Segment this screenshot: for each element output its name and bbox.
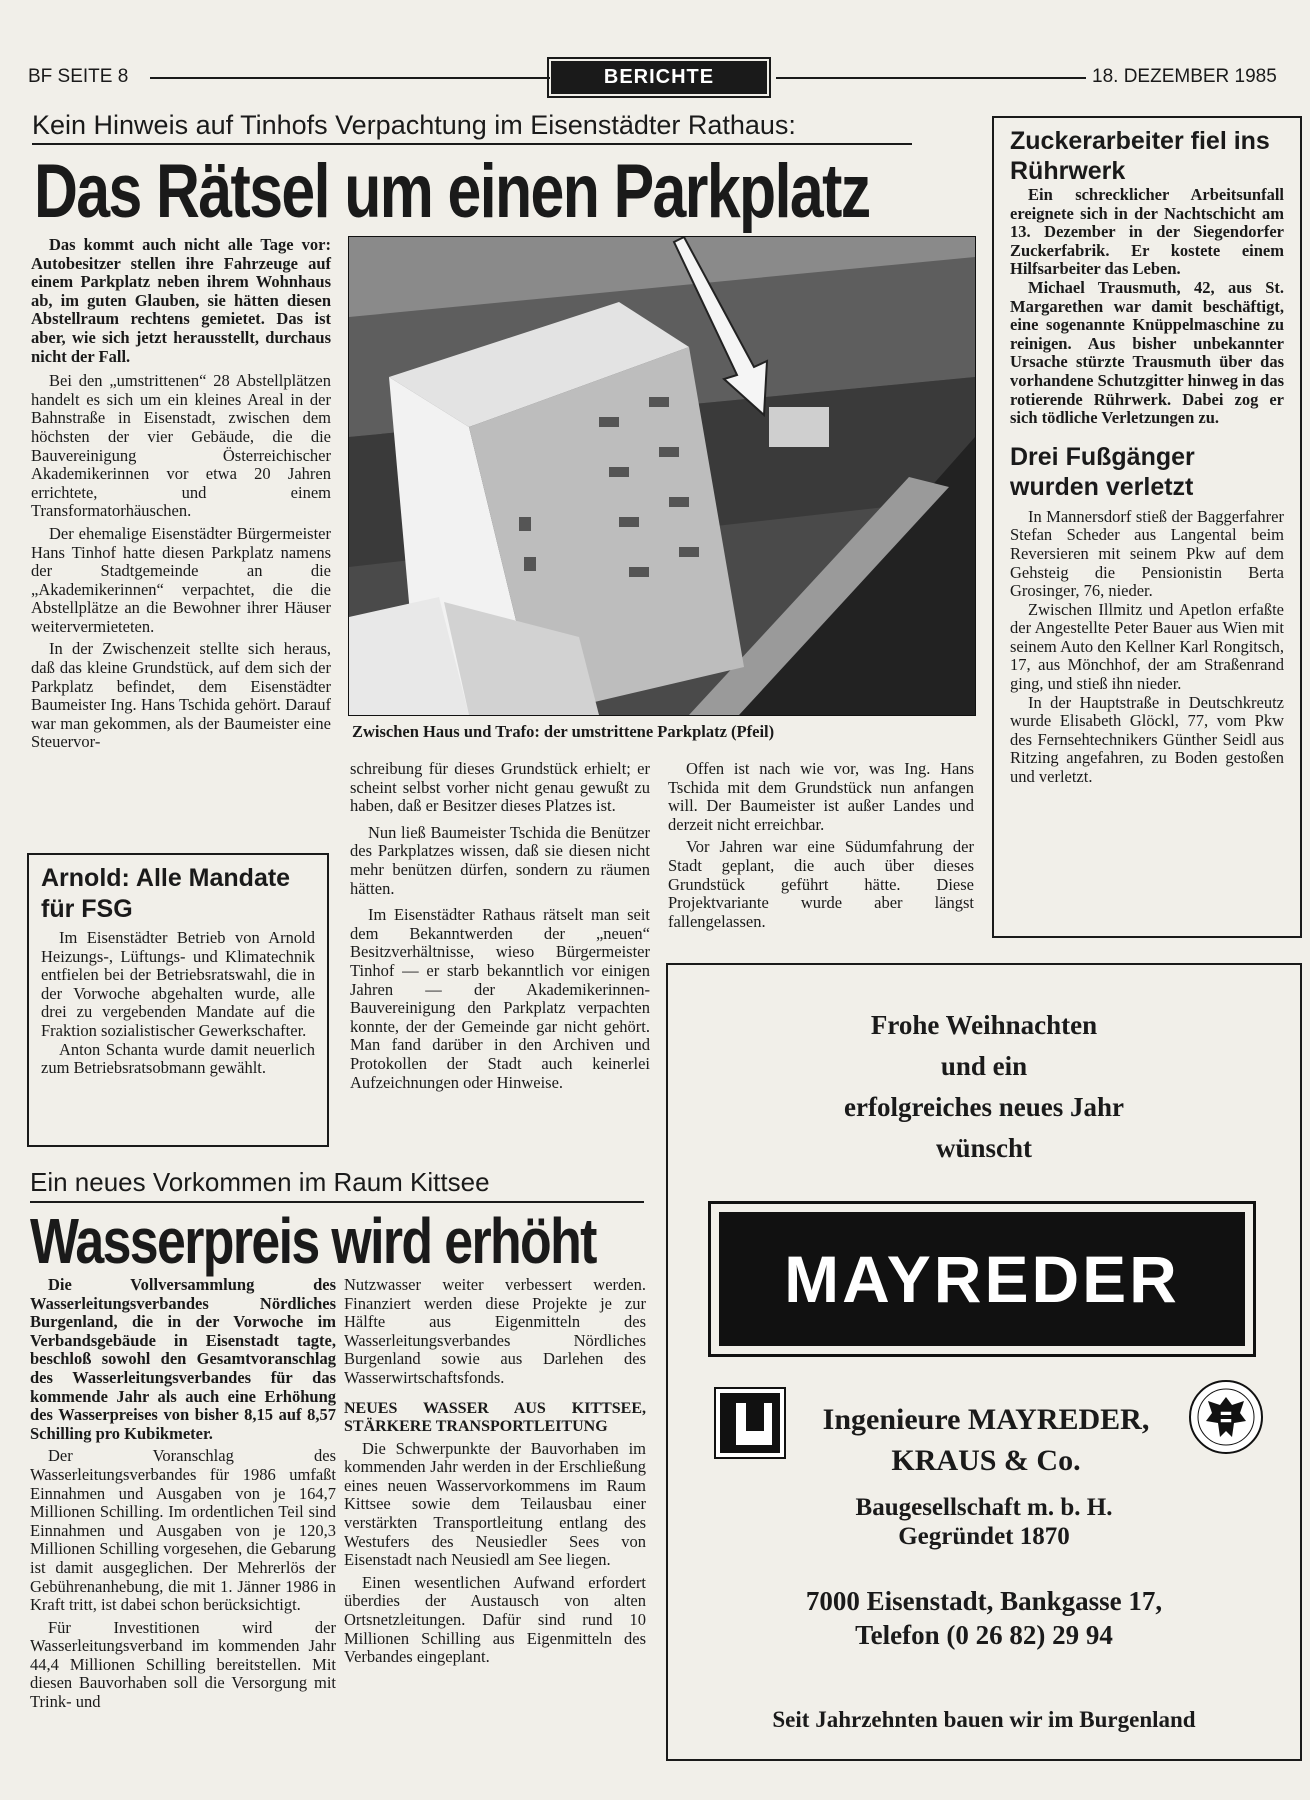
article1-col2 — [350, 760, 650, 1092]
arnold-paragraph: Im Eisenstädter Betrieb von Arnold Heizungs-, Lüftungs- und Klimatechnik entfielen bei der Betriebsratswahl, die in der Vorwoche abgehalten wurde, alle drei zu vergebenden Mandate auf die Fraktion sozialistischer Gewerkschafter. — [41, 928, 315, 1040]
article1-paragraph: Vor Jahren war eine Südumfahrung der Stadt geplant, die auch über dieses Grundstück geführt hätte. Diese Projektvariante wurde aber längst fallengelassen. — [668, 837, 974, 931]
article2-paragraph: Einen wesentlichen Aufwand erfordert überdies der Austausch von alten Ortsnetzleitungen. Dafür sind rund 10 Millionen Schilling aus Eigenmitteln des Verbandes eingeplant. — [344, 1572, 646, 1667]
photo-caption: Zwischen Haus und Trafo: der umstrittene Parkplatz (Pfeil) — [352, 722, 775, 741]
page-label: BF SEITE 8 — [28, 66, 129, 87]
brief-headline: Zuckerarbeiter fiel ins Rührwerk — [1010, 127, 1270, 185]
news-brief-box — [992, 116, 1302, 938]
section-label: BERICHTE — [603, 66, 715, 88]
article2-col1 — [30, 1276, 336, 1712]
masthead-rule-right — [776, 77, 1086, 79]
ad-phone: Telefon (0 26 82) 29 94 — [855, 1620, 1113, 1650]
arnold-paragraph: Anton Schanta wurde damit neuerlich zum Betriebsratsobmann gewählt. — [41, 1039, 315, 1078]
ad-greeting-line: Frohe Weihnachten — [870, 1010, 1098, 1040]
ad-greeting-line: und ein — [940, 1051, 1028, 1081]
ad-greeting — [668, 1005, 1300, 1169]
ad-address: 7000 Eisenstadt, Bankgasse 17, — [805, 1586, 1163, 1616]
mayreder-logo-box — [708, 1201, 1256, 1357]
section-badge — [551, 61, 767, 94]
article2-kicker: Ein neues Vorkommen im Raum Kittsee — [30, 1167, 490, 1197]
article1-kicker: Kein Hinweis auf Tinhofs Verpachtung im Eisenstädter Rathaus: — [32, 110, 796, 140]
article2-lead: Die Vollversammlung des Wasserleitungsverbandes Nördliches Burgenland, die in der Vorwoche im Verbandsgebäude in Eisenstadt tagte, beschloß sowohl den Gesamtvoranschlag des Wasserleitungsverbandes für das kommende Jahr als auch eine Erhöhung des Wasserpreises von bisher 8,15 auf 8,57 Schilling pro Kubikmeter. — [30, 1275, 336, 1443]
article1-paragraph: Bei den „umstrittenen“ 28 Abstellplätzen handelt es sich um ein kleines Areal in der Bahnstraße in Eisenstadt, zwischen dem höchsten der vier Gebäude, die die Bauvereinigung Österreichischer Akademikerinnen vor etwa 20 Jahren errichtete, und einem Transformatorhäuschen. — [31, 371, 331, 521]
article2-paragraph: Der Voranschlag des Wasserleitungsverbandes für 1986 umfaßt Einnahmen und Ausgaben von je 164,7 Millionen Schilling. Im ordentlichen Teil sind Einnahmen und Ausgaben von je 120,3 Millionen Schilling vorgesehen, die Gebarung ist damit ausgeglichen. Der Mehrerlös der Gebührenanhebung, die mit 1. Jänner 1986 in Kraft tritt, ist dabei schon berücksichtigt. — [30, 1446, 336, 1615]
brief-headline: Drei Fußgänger wurden verletzt — [1010, 442, 1195, 501]
article1-paragraph: Im Eisenstädter Rathaus rätselt man seit dem Bekanntwerden der „neuen“ Besitzverhältnisse, wieso Bürgermeister Tinhof — er starb bekanntlich vor einigen Jahren — der Akademikerinnen-Bauvereinigung den Parkplatz verpachten konnte, der der Gemeinde gar nicht gehört. Man fand darüber in den Archiven und Protokollen der Stadt auch keinerlei Aufzeichnungen oder Hinweise. — [350, 905, 650, 1092]
mayreder-advertisement — [666, 963, 1302, 1761]
brief-paragraph: Michael Trausmuth, 42, aus St. Margarethen war damit beschäftigt, eine sogenannte Knüppelmaschine zu reinigen. Aus bisher unbekannter Ursache stürzte Trausmuth über das vorhandene Schutzgitter hinweg in das rotierende Rührwerk. Dabei zog er sich tödliche Verletzungen zu. — [1010, 277, 1284, 428]
article1-headline: Das Rätsel um einen Parkplatz — [34, 149, 870, 234]
brief-paragraph: In der Hauptstraße in Deutschkreutz wurde Elisabeth Glöckl, 77, vom Pkw des Fernsehtechnikers Günther Seidl aus Ritzing angefahren, zu Boden gestoßen und verletzt. — [1010, 692, 1284, 787]
ad-slogan: Seit Jahrzehnten bauen wir im Burgenland — [772, 1707, 1196, 1732]
arnold-box — [27, 853, 329, 1147]
ad-company — [788, 1399, 1184, 1481]
parking-photo-graphic — [349, 237, 975, 715]
article2-col2 — [344, 1276, 646, 1667]
article1-lead: Das kommt auch nicht alle Tage vor: Autobesitzer stellen ihre Fahrzeuge auf einem Parkplatz neben ihrem Wohnhaus ab, im guten Glauben, sie hätten diesen Abstellraum rechtens gemietet. Das ist aber, wie sich jetzt herausstellt, durchaus nicht der Fall. — [31, 235, 331, 366]
article2-headline: Wasserpreis wird erhöht — [30, 1205, 596, 1277]
article1-paragraph: Der ehemalige Eisenstädter Bürgermeister Hans Tinhof hatte diesen Parkplatz namens der Stadtgemeinde an die „Akademikerinnen“ verpachtet, die die Abstellplätze an die Bewohner ihrer Häuser weitervermieteten. — [31, 523, 331, 636]
ad-company-line: KRAUS & Co. — [891, 1444, 1081, 1477]
ad-company-line: Baugesellschaft m. b. H. — [855, 1494, 1113, 1521]
page-date: 18. DEZEMBER 1985 — [1092, 66, 1277, 87]
article1-paragraph: In der Zwischenzeit stellte sich heraus, daß das kleine Grundstück, auf dem sich der Parkplatz befindet, dem Eisenstädter Baumeister Ing. Hans Tschida gehört. Darauf war man gekommen, als der Baumeister eine Steuervor- — [31, 639, 331, 752]
mayreder-logo-text: MAYREDER — [784, 1242, 1180, 1316]
article1-paragraph: Nun ließ Baumeister Tschida die Benützer des Parkplatzes wissen, daß sie diesen nicht mehr benützen dürfen, sondern zu räumen hätten. — [350, 822, 650, 898]
masthead-rule-left — [150, 77, 550, 79]
brief-body — [1010, 186, 1284, 428]
article2-paragraph: Die Schwerpunkte der Bauvorhaben im kommenden Jahr werden in der Erschließung eines neuen Wasservorkommens im Raum Kittsee sowie dem Teilausbau einer verstärkten Transportleitung entlang des Westufers des Neusiedler Sees von Eisenstadt nach Neusiedl am See liegen. — [344, 1438, 646, 1570]
austrian-eagle-seal-icon — [1188, 1379, 1264, 1455]
ad-contact — [668, 1584, 1300, 1652]
ad-greeting-line: wünscht — [935, 1133, 1033, 1163]
brief-paragraph: Ein schrecklicher Arbeitsunfall ereignete sich in der Nachtschicht am 13. Dezember in der Siegendorfer Zuckerfabrik. Er kostete einem Hilfsarbeiter das Leben. — [1010, 185, 1284, 279]
brief-paragraph: In Mannersdorf stieß der Baggerfahrer Stefan Scheder aus Langental beim Reversieren mit seinem Pkw auf dem Gehsteig die Pensionistin Berta Grosinger, 76, nieder. — [1010, 506, 1284, 601]
article1-paragraph: schreibung für dieses Grundstück erhielt; er scheint selbst vorher nicht genau gewußt zu haben, daß er Besitzer dieses Platzes ist. — [350, 759, 650, 816]
article1-kicker-rule — [32, 143, 912, 145]
arnold-body — [41, 929, 315, 1078]
company-logo-icon — [714, 1387, 786, 1459]
article2-kicker-rule — [30, 1201, 644, 1203]
brief-paragraph: Zwischen Illmitz und Apetlon erfaßte der Angestellte Peter Bauer aus Wien mit seinem Auto den Kellner Karl Rongitsch, 17, aus Mönchhof, der am Straßenrand ging, und stieß ihn nieder. — [1010, 599, 1284, 694]
article1-col1 — [31, 236, 331, 752]
article2-subhead: NEUES WASSER AUS KITTSEE, STÄRKERE TRANSPORTLEITUNG — [344, 1399, 646, 1435]
arnold-headline: Arnold: Alle Mandate für FSG — [41, 864, 291, 923]
parking-photo — [348, 236, 976, 716]
article2-paragraph: Für Investitionen wird der Wasserleitungsverband im kommenden Jahr 44,4 Millionen Schilling bereitstellen. Mit diesen Bauvorhaben soll die Versorgung mit Trink- und — [30, 1617, 336, 1712]
brief-body — [1010, 508, 1284, 787]
article2-paragraph: Nutzwasser weiter verbessert werden. Finanziert werden diese Projekte je zur Hälfte aus Eigenmitteln des Wasserleitungsverbandes Nördliches Burgenland sowie aus Darlehen des Wasserwirtschaftsfonds. — [344, 1275, 646, 1387]
article1-col3 — [668, 760, 974, 931]
ad-company-line: Ingenieure MAYREDER, — [822, 1403, 1150, 1436]
mayreder-logo-panel — [719, 1212, 1245, 1346]
ad-company-type — [668, 1493, 1300, 1551]
article1-paragraph: Offen ist nach wie vor, was Ing. Hans Tschida mit dem Grundstück nun anfangen will. Der Baumeister ist außer Landes und derzeit nicht erreichbar. — [668, 759, 974, 834]
ad-founded: Gegründet 1870 — [898, 1523, 1070, 1550]
ad-greeting-line: erfolgreiches neues Jahr — [844, 1092, 1124, 1122]
